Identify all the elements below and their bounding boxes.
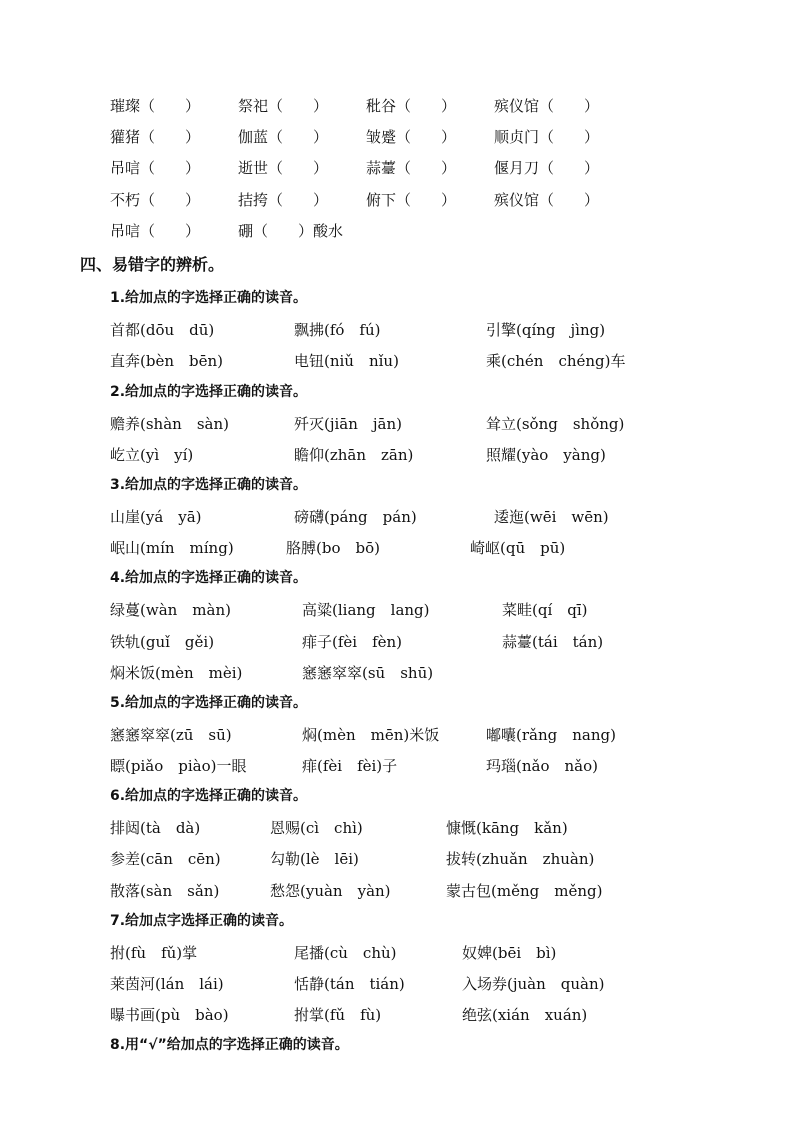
fill-item: 偃月刀（ ）	[494, 159, 600, 177]
fill-item: 蒜薹（ ）	[366, 159, 457, 177]
pinyin-item: 绝弦(xián xuán)	[462, 1006, 588, 1024]
pinyin-item: 飘拂(fó fú)	[294, 321, 381, 339]
pinyin-item: 菜畦(qí qī)	[502, 601, 588, 619]
pinyin-item: 逶迤(wēi wēn)	[494, 508, 609, 526]
fill-item: 硼（ ）酸水	[238, 222, 344, 240]
pinyin-item: 嘟囔(rǎng nang)	[486, 726, 616, 744]
pinyin-item: 高粱(liang lang)	[302, 601, 430, 619]
question-title: 2.给加点的字选择正确的读音。	[110, 384, 308, 400]
pinyin-item: 首都(dōu dū)	[110, 321, 215, 339]
pinyin-item: 勾勒(lè lēi)	[270, 850, 359, 868]
pinyin-item: 痱(fèi fèi)子	[302, 757, 398, 775]
pinyin-item: 瞟(piǎo piào)一眼	[110, 757, 247, 775]
pinyin-item: 山崖(yá yā)	[110, 508, 202, 526]
fill-item: 殡仪馆（ ）	[494, 97, 600, 115]
pinyin-item: 愁怨(yuàn yàn)	[270, 882, 391, 900]
pinyin-item: 胳膊(bo bō)	[286, 539, 380, 557]
fill-item: 吊唁（ ）	[110, 159, 201, 177]
pinyin-item: 窸窸窣窣(sū shū)	[302, 664, 434, 682]
fill-item: 獾猪（ ）	[110, 128, 201, 146]
pinyin-item: 屹立(yì yí)	[110, 446, 194, 464]
pinyin-item: 入场券(juàn quàn)	[462, 975, 605, 993]
pinyin-item: 焖米饭(mèn mèi)	[110, 664, 243, 682]
pinyin-item: 拊掌(fǔ fù)	[294, 1006, 382, 1024]
pinyin-item: 莱茵河(lán lái)	[110, 975, 224, 993]
question-title: 3.给加点的字选择正确的读音。	[110, 477, 308, 493]
pinyin-item: 乘(chén chéng)车	[486, 352, 626, 370]
pinyin-item: 参差(cān cēn)	[110, 850, 221, 868]
pinyin-item: 铁轨(guǐ gěi)	[110, 633, 215, 651]
fill-item: 逝世（ ）	[238, 159, 329, 177]
fill-item: 拮挎（ ）	[238, 191, 329, 209]
pinyin-item: 赡养(shàn sàn)	[110, 415, 229, 433]
fill-item: 伽蓝（ ）	[238, 128, 329, 146]
pinyin-item: 散落(sàn sǎn)	[110, 882, 220, 900]
pinyin-item: 瞻仰(zhān zān)	[294, 446, 414, 464]
pinyin-item: 磅礴(páng pán)	[294, 508, 417, 526]
pinyin-item: 曝书画(pù bào)	[110, 1006, 229, 1024]
fill-item: 殡仪馆（ ）	[494, 191, 600, 209]
pinyin-item: 歼灭(jiān jān)	[294, 415, 403, 433]
pinyin-item: 耸立(sǒng shǒng)	[486, 415, 625, 433]
fill-item: 俯下（ ）	[366, 191, 457, 209]
pinyin-item: 拊(fù fǔ)掌	[110, 944, 198, 962]
pinyin-item: 窸窸窣窣(zū sū)	[110, 726, 232, 744]
pinyin-item: 蒙古包(měng měng)	[446, 882, 603, 900]
fill-item: 吊唁（ ）	[110, 222, 201, 240]
pinyin-item: 恩赐(cì chì)	[270, 819, 363, 837]
fill-item: 皱蹙（ ）	[366, 128, 457, 146]
pinyin-item: 直奔(bèn bēn)	[110, 352, 223, 370]
pinyin-item: 绿蔓(wàn màn)	[110, 601, 231, 619]
pinyin-item: 排闼(tà dà)	[110, 819, 201, 837]
pinyin-item: 玛瑙(nǎo nǎo)	[486, 757, 598, 775]
pinyin-item: 岷山(mín míng)	[110, 539, 234, 557]
fill-item: 顺贞门（ ）	[494, 128, 600, 146]
pinyin-item: 电钮(niǔ nǐu)	[294, 352, 399, 370]
fill-item: 不朽（ ）	[110, 191, 201, 209]
pinyin-item: 照耀(yào yàng)	[486, 446, 606, 464]
section-title: 四、易错字的辨析。	[80, 255, 225, 274]
pinyin-item: 崎岖(qū pū)	[470, 539, 566, 557]
question-title: 1.给加点的字选择正确的读音。	[110, 290, 308, 306]
pinyin-item: 引擎(qíng jìng)	[486, 321, 606, 339]
pinyin-item: 慷慨(kāng kǎn)	[446, 819, 568, 837]
fill-item: 秕谷（ ）	[366, 97, 457, 115]
fill-item: 祭祀（ ）	[238, 97, 329, 115]
pinyin-item: 尾播(cù chù)	[294, 944, 397, 962]
pinyin-item: 奴婢(bēi bì)	[462, 944, 557, 962]
question-title: 5.给加点的字选择正确的读音。	[110, 695, 308, 711]
pinyin-item: 痱子(fèi fèn)	[302, 633, 403, 651]
question-title: 8.用“√”给加点的字选择正确的读音。	[110, 1037, 349, 1053]
pinyin-item: 焖(mèn mēn)米饭	[302, 726, 440, 744]
question-title: 6.给加点的字选择正确的读音。	[110, 788, 308, 804]
fill-item: 璀璨（ ）	[110, 97, 201, 115]
pinyin-item: 恬静(tán tián)	[294, 975, 405, 993]
question-title: 4.给加点的字选择正确的读音。	[110, 570, 308, 586]
question-title: 7.给加点字选择正确的读音。	[110, 913, 294, 929]
pinyin-item: 拔转(zhuǎn zhuàn)	[446, 850, 595, 868]
pinyin-item: 蒜薹(tái tán)	[502, 633, 604, 651]
